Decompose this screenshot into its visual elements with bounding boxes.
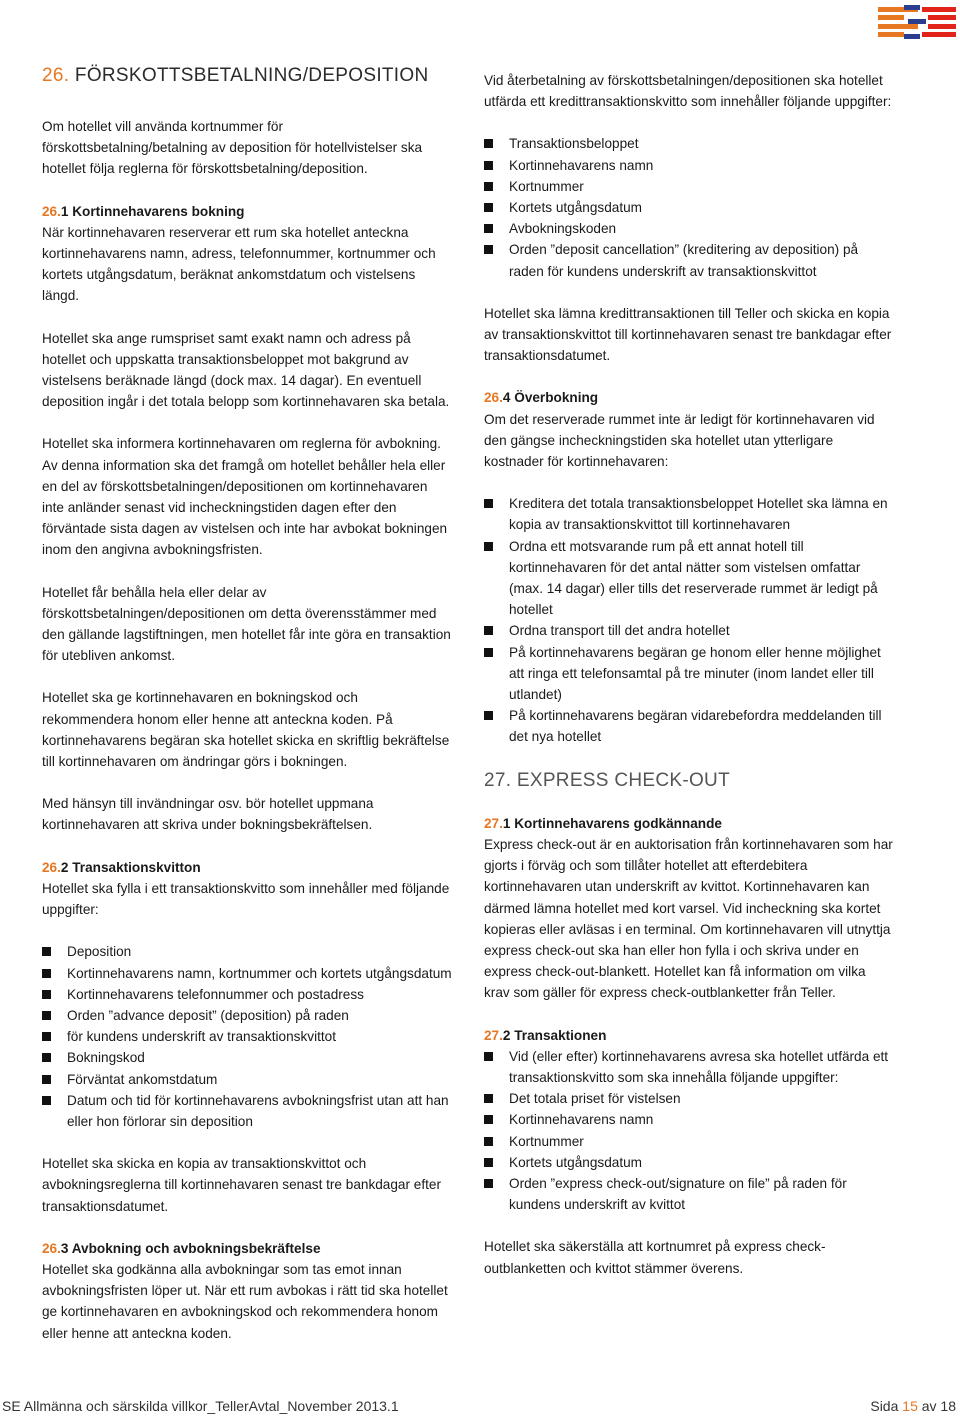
section-26-4-heading: 26.4 Överbokning (484, 390, 599, 406)
right-column (484, 70, 894, 1300)
section-26-3-heading: 26.3 Avbokning och avbokningsbekräftelse (42, 1240, 321, 1256)
left-column (42, 64, 452, 1365)
list-item: Kortnummer (484, 176, 894, 197)
paragraph: Hotellet ska lämna kredittransaktionen till Teller och skicka en kopia av transaktionskvittot till kortinnehavaren senast tre bankdagar efter transaktionsdatumet. (484, 305, 892, 364)
section-26-intro: Om hotellet vill använda kortnummer för förskottsbetalning/betalning av deposition för hotellvistelser ska hotellet följa reglerna för förskottsbetalning/deposition. (42, 119, 423, 177)
list-item: Kreditera det totala transaktionsbeloppet Hotellet ska lämna en kopia av transaktionskvittot till kortinnehavaren (484, 493, 894, 535)
section-27-2-heading: 27.2 Transaktionen (484, 1027, 607, 1043)
list-item: Kortinnehavarens telefonnummer och postadress (42, 984, 452, 1005)
paragraph: Vid återbetalning av förskottsbetalningen/depositionen ska hotellet utfärda ett kredittransaktionskvitto som innehåller följande uppgifter: (484, 73, 892, 110)
list-item: Datum och tid för kortinnehavarens avbokningsfrist utan att han eller hon förlorar sin deposition (42, 1090, 452, 1132)
overbooking-list (484, 493, 894, 747)
list-item: Ordna ett motsvarande rum på ett annat hotell till kortinnehavaren för det antal nätter som vistelsen omfattar (max. 14 dagar) eller tills det reserverade rummet är ledigt på hotellet (484, 536, 894, 621)
page-footer (2, 1398, 956, 1414)
list-item: Kortinnehavarens namn (484, 1109, 894, 1130)
section-27-heading: 27. EXPRESS CHECK-OUT (484, 769, 730, 791)
page-number: Sida 15 av 18 (870, 1398, 956, 1414)
section-26-4: 26.4 Överbokning Om det reserverade rummet inte är ledigt för kortinnehavaren vid den gängse incheckningstiden ska hotellet utan ytterligare kostnader för kortinnehavaren: (484, 387, 894, 472)
section-26-heading: 26. FÖRSKOTTSBETALNING/DEPOSITION (42, 65, 429, 86)
list-item: för kundens underskrift av transaktionskvittot (42, 1026, 452, 1047)
list-item: Kortinnehavarens namn, kortnummer och kortets utgångsdatum (42, 963, 452, 984)
teller-logo-icon (878, 5, 956, 39)
section-27-1: 27.1 Kortinnehavarens godkännande Express check-out är en auktorisation från kortinnehavaren som har gjorts i förväg och som tillåter hotellet att efterdebitera kortinnehavaren utan underskrift av kvittot. Kortinnehavaren kan därmed lämna hotellet med kort varsel. Vid incheckning ska kortet kopieras eller avläsas i en terminal. Om kortinnehavaren vill utnyttja express check-out ska han eller hon fylla i och skriva under en express check-out-blankett. Hotellet kan få information om vilka krav som gäller för express check-outblanketter från Teller. (484, 813, 894, 1004)
list-item: Transaktionsbeloppet (484, 133, 894, 154)
list-item: Avbokningskoden (484, 218, 894, 239)
refund-list (484, 133, 894, 281)
paragraph: Hotellet får behålla hela eller delar av förskottsbetalningen/depositionen om detta överensstämmer med den gällande lagstiftningen, men hotellet får inte göra en transaktion för utebliven ankomst. (42, 584, 451, 664)
list-item: Orden ”express check-out/signature on file” på raden för kundens underskrift av kvittot (484, 1173, 894, 1215)
list-item: Bokningskod (42, 1047, 452, 1068)
list-item: Kortinnehavarens namn (484, 155, 894, 176)
list-item: Ordna transport till det andra hotellet (484, 620, 894, 641)
list-item: Det totala priset för vistelsen (484, 1088, 894, 1109)
section-26-2-list (42, 941, 452, 1132)
section-26-2-heading: 26.2 Transaktionskvitton (42, 859, 201, 875)
paragraph: Hotellet ska skicka en kopia av transaktionskvittot och avbokningsreglerna till kortinnehavaren senast tre bankdagar efter transaktionsdatumet. (42, 1156, 441, 1214)
paragraph: Med hänsyn till invändningar osv. bör hotellet uppmana kortinnehavaren att skriva under bokningsbekräftelsen. (42, 796, 374, 833)
list-item: Deposition (42, 941, 452, 962)
section-26-1: 26.1 Kortinnehavarens bokning När kortinnehavaren reserverar ett rum ska hotellet anteckna kortinnehavarens namn, adress, telefonnummer, kortnummer och kortets utgångsdatum, beräknat ankomstdatum och vistelsens längd. (42, 201, 452, 307)
footer-document-title: SE Allmänna och särskilda villkor_TellerAvtal_November 2013.1 (2, 1398, 399, 1414)
list-item: Orden ”advance deposit” (deposition) på raden (42, 1005, 452, 1026)
paragraph: Hotellet ska säkerställa att kortnumret på express check-outblanketten och kvittot stämmer överens. (484, 1239, 826, 1276)
paragraph: Hotellet ska informera kortinnehavaren om reglerna för avbokning. Av denna information ska det framgå om hotellet behåller hela eller en del av förskottsbetalningen/depositionen om kortinnehavaren inte anländer senast vid incheckningstiden dagen efter den förväntade sista dagen av vistelsen och inte har avbokat bokningen inom den angivna avbokningsfristen. (42, 436, 448, 558)
list-item: Förväntat ankomstdatum (42, 1069, 452, 1090)
list-item: På kortinnehavarens begäran vidarebefordra meddelanden till det nya hotellet (484, 705, 894, 747)
section-27-1-heading: 27.1 Kortinnehavarens godkännande (484, 815, 722, 831)
list-item: Orden ”deposit cancellation” (kreditering av deposition) på raden för kundens underskrift av transaktionskvittot (484, 239, 894, 281)
section-27-2-list (484, 1046, 894, 1216)
list-item: Vid (eller efter) kortinnehavarens avresa ska hotellet utfärda ett transaktionskvitto som ska innehålla följande uppgifter: (484, 1046, 894, 1088)
list-item: Kortnummer (484, 1131, 894, 1152)
list-item: Kortets utgångsdatum (484, 1152, 894, 1173)
list-item: På kortinnehavarens begäran ge honom eller henne möjlighet att ringa ett telefonsamtal på tre minuter (inom landet eller till utlandet) (484, 642, 894, 706)
section-26-3: 26.3 Avbokning och avbokningsbekräftelse Hotellet ska godkänna alla avbokningar som tas emot innan avbokningsfristen löper ut. När ett rum avbokas i rätt tid ska hotellet ge kortinnehavaren en avbokningskod och rekommendera honom eller henne att anteckna koden. (42, 1238, 452, 1344)
section-26-1-heading: 26.1 Kortinnehavarens bokning (42, 203, 245, 219)
paragraph: Hotellet ska ge kortinnehavaren en bokningskod och rekommendera honom eller henne att anteckna koden. På kortinnehavarens begäran ska hotellet skicka en skriftlig bekräftelse till kortinnehavaren om ändringar görs i bokningen. (42, 690, 450, 770)
list-item: Kortets utgångsdatum (484, 197, 894, 218)
paragraph: Hotellet ska ange rumspriset samt exakt namn och adress på hotellet och uppskatta transaktionsbeloppet mot bakgrund av vistelsens beräknade längd (dock max. 14 dagar). En eventuell deposition ingår i det totala belopp som kortinnehavaren ska betala. (42, 330, 450, 410)
section-26-2: 26.2 Transaktionskvitton Hotellet ska fylla i ett transaktionskvitto som innehåller med följande uppgifter: (42, 857, 452, 921)
